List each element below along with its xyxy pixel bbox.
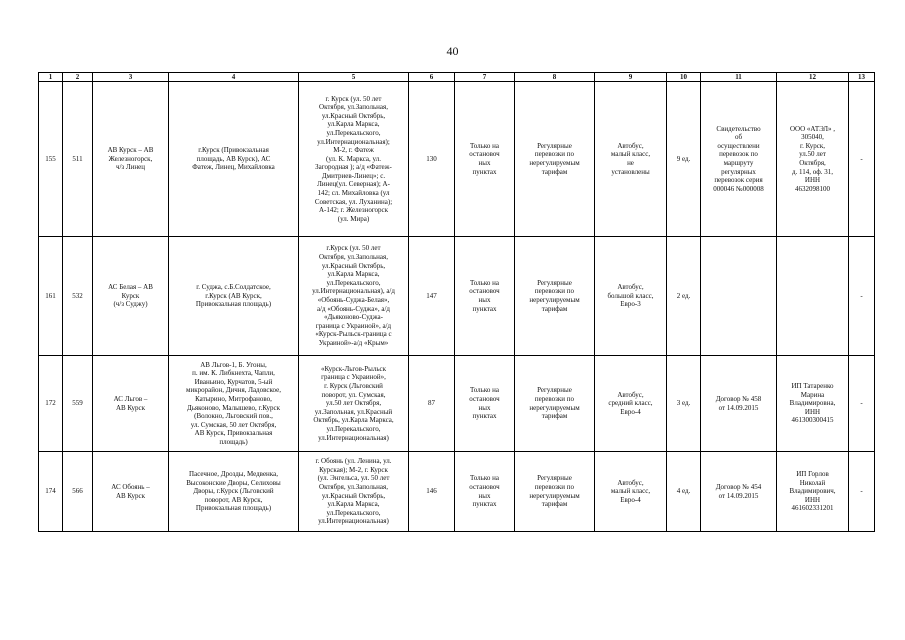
streets-cell: г. Курск (ул. 50 лет Октября, ул.Запольная, ул.Красный Октябрь, ул.Карла Маркса, ул.Перекальского, ул.Интернациональная); М-2, г. Фатеж (ул. К. Маркса, ул. Загородная ); а/д «Фатеж- Дмитриев-Линец»; с. Линец(ул. Северная); А- 142; сл. Михайловка (ул Советская, ул. Луханина); А-142; г. Железногорск (ул. Мира): [299, 82, 409, 237]
transport-type-cell: Регулярные перевозки по нерегулируемым тарифам: [515, 452, 595, 532]
column-header: 2: [63, 73, 93, 82]
vehicle-cell: Автобус, малый класс, не установлены: [595, 82, 667, 237]
transport-type-cell: Регулярные перевозки по нерегулируемым тарифам: [515, 82, 595, 237]
vehicle-count-cell: 4 ед.: [667, 452, 701, 532]
stops-cell: г. Суджа, с.Б.Солдатское, г.Курск (АВ Курск, Привокзальная площадь): [169, 237, 299, 356]
route-name-cell: АС Обоянь – АВ Курск: [93, 452, 169, 532]
column-header: 1: [39, 73, 63, 82]
notes-cell: -: [849, 82, 875, 237]
table-row: [39, 356, 875, 452]
route-number-cell: 174: [39, 452, 63, 532]
column-header: 13: [849, 73, 875, 82]
header-row: [39, 73, 875, 82]
column-header: 4: [169, 73, 299, 82]
column-header: 3: [93, 73, 169, 82]
document-cell: Свидетельство об осуществлени перевозок по маршруту регулярных перевозок серия 000046 №000008: [701, 82, 777, 237]
streets-cell: г.Курск (ул. 50 лет Октября, ул.Запольная, ул.Красный Октябрь, ул.Карла Маркса, ул.Перекальского, ул.Интернациональная), а/д «Обоянь-Суджа-Белая», а/д «Обоянь-Суджа», а/д «Дьяконово-Суджа- граница с Украиной», а/д «Курск-Рыльск-граница с Украиной»-а/д «Крым»: [299, 237, 409, 356]
notes-cell: -: [849, 356, 875, 452]
carrier-cell: ИП Татаренко Марина Владимировна, ИНН 461300300415: [777, 356, 849, 452]
vehicle-cell: Автобус, средний класс, Евро-4: [595, 356, 667, 452]
carrier-cell: ООО «АТЭЛ» , 305040, г. Курск, ул.50 лет Октября, д. 114, оф. 31, ИНН 4632098100: [777, 82, 849, 237]
transport-type-cell: Регулярные перевозки по нерегулируемым тарифам: [515, 356, 595, 452]
route-number-cell: 155: [39, 82, 63, 237]
route-code-cell: 566: [63, 452, 93, 532]
carrier-cell: [777, 237, 849, 356]
streets-cell: г. Обоянь (ул. Ленина, ул. Курская); М-2, г. Курск (ул. Энгельса, ул. 50 лет Октября, ул.Запольная, ул.Красный Октябрь, ул.Карла Маркса, ул.Перекальского, ул.Интернациональная): [299, 452, 409, 532]
boarding-cell: Только на остановоч ных пунктах: [455, 82, 515, 237]
boarding-cell: Только на остановоч ных пунктах: [455, 356, 515, 452]
notes-cell: -: [849, 452, 875, 532]
stops-cell: Пасечное, Дрозды, Медвенка, Высоконские Дворы, Селиховы Дворы, г.Курск (Льговский поворот, АВ Курск, Привокзальная площадь): [169, 452, 299, 532]
document-cell: Договор № 458 от 14.09.2015: [701, 356, 777, 452]
column-header: 12: [777, 73, 849, 82]
vehicle-cell: Автобус, малый класс, Евро-4: [595, 452, 667, 532]
column-header: 11: [701, 73, 777, 82]
stops-cell: г.Курск (Привокзальная площадь, АВ Курск), АС Фатеж, Линец, Михайловка: [169, 82, 299, 237]
length-cell: 130: [409, 82, 455, 237]
column-header: 10: [667, 73, 701, 82]
length-cell: 147: [409, 237, 455, 356]
boarding-cell: Только на остановоч ных пунктах: [455, 452, 515, 532]
column-header: 8: [515, 73, 595, 82]
vehicle-cell: Автобус, большой класс, Евро-3: [595, 237, 667, 356]
route-number-cell: 172: [39, 356, 63, 452]
table-row: [39, 237, 875, 356]
column-header: 7: [455, 73, 515, 82]
vehicle-count-cell: 9 ед.: [667, 82, 701, 237]
table-row: [39, 82, 875, 237]
route-code-cell: 532: [63, 237, 93, 356]
routes-table: [38, 72, 875, 532]
route-code-cell: 511: [63, 82, 93, 237]
boarding-cell: Только на остановоч ных пунктах: [455, 237, 515, 356]
notes-cell: -: [849, 237, 875, 356]
stops-cell: АВ Льгов-1, Б. Угоны, п. им. К. Либкнехта, Чапли, Иваньино, Курчатов, 5-ый микрорайон, Дичня, Ладовское, Катырино, Митрофаново, Дьяконово, Малышево, г.Курск (Волокно, Льговский пов., ул. Сумская, 50 лет Октября, АВ Курск, Привокзальная площадь): [169, 356, 299, 452]
column-header: 5: [299, 73, 409, 82]
route-code-cell: 559: [63, 356, 93, 452]
table-row: [39, 452, 875, 532]
page-number: 40: [446, 44, 459, 58]
route-name-cell: АС Белая – АВ Курск (ч/з Суджу): [93, 237, 169, 356]
vehicle-count-cell: 3 ед.: [667, 356, 701, 452]
streets-cell: «Курск-Льгов-Рыльск граница с Украиной», г. Курск (Льговский поворот, ул. Сумская, ул.50 лет Октября, ул.Запольная, ул.Красный Октябрь, ул.Карла Маркса, ул.Перекальского, ул.Интернациональная): [299, 356, 409, 452]
document-cell: Договор № 454 от 14.09.2015: [701, 452, 777, 532]
length-cell: 146: [409, 452, 455, 532]
column-header: 9: [595, 73, 667, 82]
carrier-cell: ИП Горлов Николай Владимирович, ИНН 461602331201: [777, 452, 849, 532]
vehicle-count-cell: 2 ед.: [667, 237, 701, 356]
transport-type-cell: Регулярные перевозки по нерегулируемым тарифам: [515, 237, 595, 356]
route-number-cell: 161: [39, 237, 63, 356]
route-name-cell: АС Льгов – АВ Курск: [93, 356, 169, 452]
column-header: 6: [409, 73, 455, 82]
document-cell: [701, 237, 777, 356]
length-cell: 87: [409, 356, 455, 452]
route-name-cell: АВ Курск – АВ Железногорск, ч/з Линец: [93, 82, 169, 237]
